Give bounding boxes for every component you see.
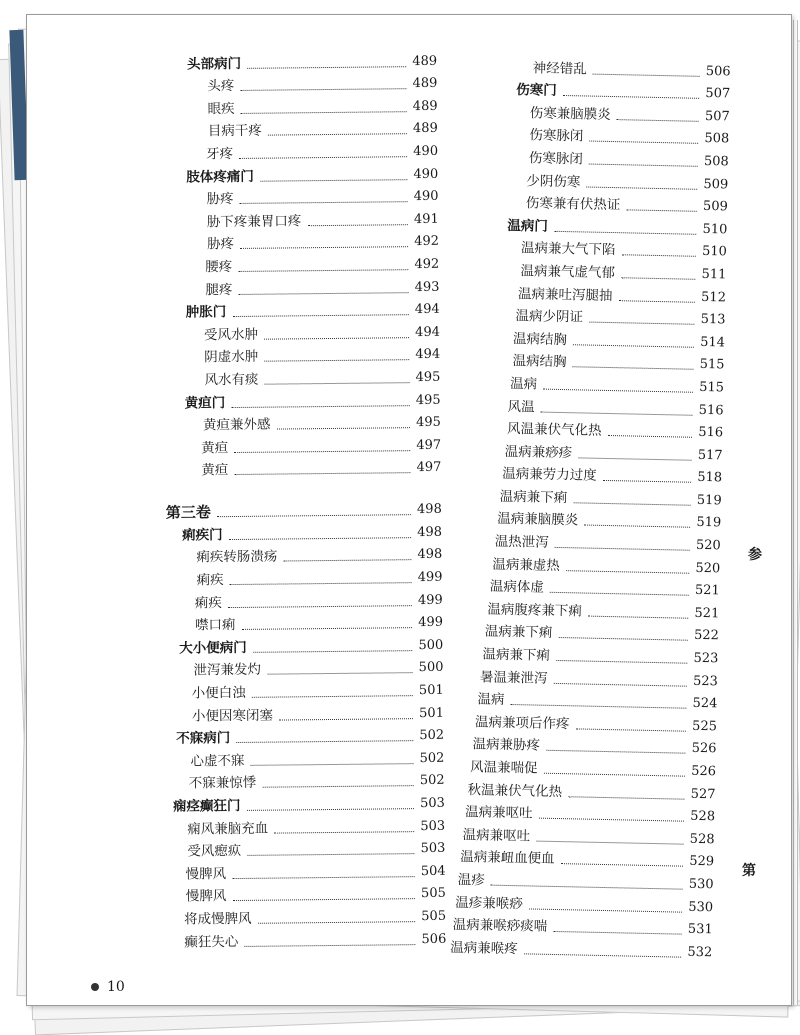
toc-entry-page: 520 (695, 537, 721, 554)
dot-leader (563, 95, 700, 99)
dot-leader (279, 718, 413, 720)
toc-entry-page: 515 (699, 379, 725, 396)
toc-entry-page: 523 (693, 650, 719, 667)
toc-entry (142, 564, 442, 590)
toc-entry-page: 511 (701, 266, 727, 283)
toc-entry-page: 493 (414, 279, 440, 295)
toc-entry (138, 138, 438, 164)
dot-leader (240, 88, 406, 91)
dot-leader (228, 605, 412, 608)
toc-entry-page: 502 (419, 728, 445, 744)
dot-leader (253, 650, 413, 653)
dot-leader (246, 808, 414, 811)
toc-entry (142, 542, 442, 568)
toc-entry-title: 胁下疼兼胃口疼 (206, 213, 302, 231)
dot-leader (556, 660, 688, 664)
dot-leader (550, 592, 689, 596)
toc-entry-page: 526 (691, 741, 717, 757)
toc-entry-title: 胁疼 (206, 236, 235, 253)
toc-entry-page: 510 (701, 244, 728, 260)
dot-leader (491, 885, 683, 890)
toc-entry-page: 504 (420, 863, 446, 879)
toc-entry-page: 500 (418, 660, 444, 676)
toc-entry-title: 慢脾风 (185, 888, 227, 905)
toc-entry-title: 痫风兼脑充血 (187, 820, 269, 838)
toc-entry-title: 温病兼呕吐 (464, 804, 533, 822)
toc-section-heading (137, 48, 437, 74)
toc-entry-title: 阴虚水肿 (204, 349, 259, 366)
dot-leader (572, 367, 693, 371)
toc-entry (144, 745, 444, 771)
toc-entry-title: 温病兼下痢 (482, 646, 551, 664)
toc-entry-page: 518 (697, 470, 723, 486)
toc-entry-title: 黄疸 (201, 439, 229, 457)
dot-leader (617, 119, 699, 122)
toc-entry-title: 风温 (507, 398, 535, 415)
dot-leader (252, 695, 413, 698)
toc-entry-title: 肿胀门 (185, 304, 227, 321)
toc-entry-page: 508 (704, 131, 730, 147)
toc-entry-page: 489 (412, 121, 438, 137)
toc-entry (140, 342, 440, 368)
dot-leader (307, 224, 408, 226)
toc-entry (450, 934, 712, 962)
toc-entry (137, 93, 437, 119)
toc-volume-heading (142, 493, 442, 522)
toc-entry-title: 温病兼痧疹 (504, 443, 573, 461)
dot-leader (244, 944, 415, 947)
toc-entry-page: 505 (421, 908, 447, 925)
toc-entry-page: 519 (696, 492, 722, 509)
dot-leader (510, 704, 686, 709)
toc-entry-page: 505 (420, 886, 446, 902)
toc-entry (144, 677, 444, 703)
toc-entry-page: 530 (688, 899, 714, 915)
toc-entry-title: 温疹兼喉痧 (455, 894, 523, 912)
toc-entry-title: 头疼 (207, 78, 235, 95)
toc-entry-page: 520 (695, 560, 721, 577)
dot-leader (240, 201, 408, 204)
dot-leader (236, 740, 413, 743)
toc-section-heading (144, 722, 444, 748)
toc-entry-page: 508 (703, 153, 729, 170)
toc-entry-page: 491 (413, 211, 439, 227)
toc-entry-page: 499 (418, 615, 444, 631)
dot-leader (241, 111, 407, 114)
toc-entry-title: 温病结胸 (512, 353, 567, 371)
dot-leader (239, 292, 409, 295)
toc-entry-title: 痢疾 (196, 572, 224, 589)
toc-entry-page: 509 (702, 199, 728, 215)
toc-entry-page: 499 (417, 569, 443, 586)
toc-page (26, 14, 792, 1006)
toc-entry-title: 腰疼 (205, 258, 233, 276)
toc-entry-title: 温病 (477, 691, 505, 709)
dot-leader (608, 435, 693, 438)
toc-entry-page: 517 (697, 447, 723, 464)
dot-leader (217, 514, 411, 517)
dot-leader (561, 863, 684, 867)
dot-leader (568, 796, 685, 799)
toc-entry-title: 温病少阴证 (515, 308, 584, 326)
toc-entry (139, 274, 439, 300)
dot-leader (603, 480, 692, 483)
toc-entry-title: 伤寒兼有伏热证 (525, 195, 621, 214)
dot-leader (234, 450, 410, 453)
toc-entry-page: 490 (413, 189, 439, 205)
toc-entry-page: 526 (691, 763, 717, 780)
toc-entry-page: 506 (421, 931, 447, 947)
toc-entry-page: 492 (414, 234, 440, 250)
dot-leader (553, 931, 682, 935)
toc-section-heading (138, 161, 438, 187)
dot-leader (250, 763, 413, 766)
toc-entry-page: 523 (692, 673, 719, 689)
toc-entry-page: 519 (696, 515, 722, 531)
toc-entry-title: 少阴伤寒 (526, 172, 581, 190)
toc-entry-page: 528 (690, 808, 716, 825)
toc-entry-title: 温病 (509, 375, 538, 393)
dot-leader (239, 156, 407, 159)
toc-entry-page: 507 (705, 86, 731, 102)
toc-entry-title: 秋温兼伏气化热 (467, 781, 563, 800)
dot-leader (276, 427, 410, 429)
toc-entry (146, 881, 446, 907)
toc-entry-title: 大小便病门 (179, 639, 247, 657)
toc-entry-title: 伤寒脉闭 (528, 150, 583, 168)
toc-entry-page: 498 (417, 547, 443, 563)
toc-entry-title: 温热泄泻 (494, 533, 549, 551)
toc-entry-page: 494 (415, 324, 441, 340)
toc-entry-page: 509 (703, 176, 729, 193)
dot-leader (247, 853, 414, 856)
dot-leader (543, 773, 685, 777)
side-char-bottom: 第 (742, 863, 756, 879)
dot-leader (573, 344, 694, 348)
toc-entry-title: 暑温兼泄泻 (479, 668, 548, 687)
dot-leader (264, 359, 409, 362)
toc-section-heading (140, 296, 440, 322)
toc-entry-page: 514 (700, 334, 726, 351)
toc-entry-page: 494 (415, 347, 441, 363)
toc-entry-title: 温病兼下痢 (484, 623, 553, 642)
toc-entry (146, 926, 446, 952)
toc-entry-page: 501 (418, 682, 444, 699)
toc-entry (139, 206, 439, 232)
toc-entry-page: 489 (412, 53, 438, 69)
toc-entry-page: 531 (687, 921, 713, 938)
dot-leader (593, 73, 700, 76)
toc-entry-page: 495 (415, 369, 441, 386)
dot-leader (264, 337, 409, 340)
toc-entry-title: 痫痉癫狂门 (172, 797, 241, 815)
toc-entry-page: 510 (702, 221, 728, 238)
dot-leader (262, 786, 414, 789)
toc-entry-page: 497 (416, 460, 442, 476)
toc-entry (144, 700, 444, 726)
dot-leader (524, 953, 682, 957)
dot-leader (267, 673, 413, 676)
toc-entry-page: 498 (417, 524, 443, 540)
toc-entry-title: 小便因寒闭塞 (191, 707, 274, 725)
toc-entry-page: 495 (415, 392, 441, 408)
dot-leader (573, 502, 691, 505)
dot-leader (578, 457, 692, 460)
toc-entry-title: 温病兼项后作疼 (474, 714, 570, 733)
dot-leader (589, 322, 695, 325)
toc-entry-title: 温病兼吐泻腿抽 (517, 285, 613, 304)
toc-entry (138, 116, 438, 142)
toc-left-column (137, 48, 446, 952)
toc-entry-page: 500 (418, 637, 444, 653)
toc-entry-page: 512 (700, 289, 727, 305)
toc-entry-title: 温病兼劳力过度 (502, 466, 597, 485)
toc-entry-page: 501 (419, 705, 445, 721)
toc-section-heading (141, 387, 441, 413)
toc-entry-page: 521 (694, 583, 720, 599)
toc-entry (145, 768, 445, 794)
toc-entry-title: 温病兼呕吐 (462, 826, 531, 845)
toc-entry-page: 494 (414, 301, 440, 318)
dot-leader (231, 405, 410, 408)
dot-leader (621, 255, 696, 258)
toc-entry-title: 温病兼脑膜炎 (497, 511, 579, 529)
toc-entry (139, 229, 439, 255)
toc-entry-title: 第三卷 (165, 503, 211, 523)
dot-leader (626, 209, 697, 211)
toc-entry-page: 532 (687, 944, 713, 961)
dot-leader (589, 141, 698, 144)
dot-leader (242, 627, 413, 630)
toc-entry-page: 515 (699, 357, 725, 373)
toc-entry-title: 受风水肿 (203, 326, 259, 344)
toc-section-heading (142, 519, 442, 545)
dot-leader (274, 831, 414, 833)
toc-entry (146, 903, 446, 929)
toc-entry-title: 温病兼喉疼 (450, 939, 518, 957)
toc-entry-title: 泄泻兼发灼 (193, 662, 262, 679)
toc-entry-page: 498 (416, 502, 442, 518)
toc-entry-page: 490 (413, 166, 439, 182)
dot-leader (618, 300, 695, 303)
dot-leader (238, 269, 408, 272)
dot-leader (555, 547, 690, 551)
toc-section-heading (143, 632, 443, 658)
toc-entry-title: 痢疾 (194, 594, 222, 612)
dot-leader (538, 818, 684, 822)
toc-entry-title: 黄疸 (201, 462, 229, 479)
dot-leader (536, 840, 684, 844)
toc-entry-title: 风温兼喘促 (469, 759, 538, 777)
toc-entry-title: 头部病门 (187, 55, 242, 73)
toc-entry-title: 不寐病门 (176, 730, 231, 747)
toc-entry (140, 319, 440, 345)
toc-entry (145, 813, 445, 839)
dot-leader (258, 921, 416, 924)
toc-entry-title: 黄疸门 (184, 394, 226, 412)
toc-entry-page: 521 (694, 605, 720, 622)
toc-entry-page: 528 (689, 831, 715, 848)
dot-leader (540, 411, 692, 415)
toc-entry (143, 609, 443, 635)
toc-entry-title: 伤寒门 (516, 82, 557, 100)
toc-entry-title: 肢体疼痛门 (186, 168, 254, 186)
toc-entry-title: 将成慢脾风 (184, 910, 252, 928)
toc-entry-page: 503 (419, 795, 445, 812)
toc-entry-title: 眼疾 (207, 100, 235, 118)
toc-entry-page: 513 (700, 312, 726, 328)
toc-entry-page: 525 (691, 718, 718, 735)
toc-entry (143, 587, 443, 613)
toc-entry-page: 529 (689, 854, 715, 870)
toc-entry-page: 516 (698, 402, 724, 418)
toc-entry-title: 温病结胸 (512, 330, 568, 348)
toc-section-heading (145, 790, 445, 816)
dot-leader (558, 637, 688, 641)
toc-entry-title: 风水有痰 (204, 371, 259, 389)
toc-entry-title: 温病兼喉痧痰喘 (452, 917, 548, 935)
toc-right-column (450, 53, 731, 962)
toc-entry (141, 432, 441, 458)
toc-entry-page: 524 (692, 696, 718, 712)
toc-entry (141, 409, 441, 435)
toc-entry-title: 癫狂失心 (184, 933, 239, 951)
dot-leader (584, 525, 690, 528)
dot-leader (543, 389, 693, 393)
dot-leader (529, 908, 683, 912)
toc-entry-page: 503 (420, 841, 446, 857)
toc-entry-title: 温病兼胁疼 (472, 736, 541, 755)
toc-entry-title: 神经错乱 (532, 59, 587, 78)
side-char-top: 参 (748, 547, 762, 563)
toc-entry-title: 温疹 (457, 871, 485, 889)
toc-entry-title: 伤寒兼脑膜炎 (529, 105, 611, 123)
toc-entry-title: 伤寒脉闭 (529, 127, 584, 145)
dot-leader (232, 899, 415, 902)
dot-leader (588, 615, 689, 618)
toc-entry-title: 温病兼衄血便血 (459, 849, 555, 868)
toc-entry-page: 502 (419, 750, 445, 766)
toc-entry-title: 黄疸兼外感 (202, 416, 271, 434)
toc-entry (140, 364, 440, 390)
toc-entry-title: 心虚不寐 (190, 752, 245, 770)
toc-entry-title: 牙疼 (206, 145, 234, 163)
dot-leader (566, 570, 690, 574)
toc-entry-title: 温病兼下痢 (499, 488, 568, 507)
dot-leader (575, 728, 686, 731)
toc-entry (141, 455, 441, 481)
toc-entry-page: 489 (412, 98, 438, 114)
dot-leader (232, 314, 409, 317)
toc-entry-title: 温病兼大气下陷 (520, 240, 616, 259)
toc-entry-title: 不寐兼惊悸 (188, 775, 257, 792)
toc-entry (143, 655, 443, 681)
toc-entry-title: 温病兼气虚气郁 (520, 263, 616, 282)
toc-entry-page: 522 (693, 628, 719, 644)
dot-leader (240, 247, 408, 250)
dot-leader (589, 164, 698, 167)
toc-entry-title: 受风瘛疭 (187, 843, 242, 860)
toc-entry-page: 495 (416, 414, 441, 431)
dot-leader (621, 277, 696, 280)
toc-entry-page: 503 (420, 818, 446, 834)
toc-entry-title: 痢疾门 (181, 527, 223, 544)
dot-leader (229, 537, 412, 540)
dot-leader (230, 582, 412, 585)
dot-leader (546, 750, 686, 754)
toc-entry-title: 噤口痢 (194, 617, 236, 634)
toc-entry (137, 70, 437, 96)
toc-entry-page: 490 (413, 143, 439, 160)
dot-leader (268, 134, 407, 136)
dot-leader (232, 876, 415, 879)
toc-entry-page: 489 (412, 76, 438, 92)
dot-leader (260, 179, 408, 182)
toc-entry-page: 530 (688, 876, 714, 893)
toc-entry-title: 腿疼 (205, 281, 233, 298)
toc-entry-page: 492 (414, 256, 440, 273)
toc-entry-title: 慢脾风 (185, 865, 227, 883)
toc-entry-title: 温病体虚 (489, 578, 544, 596)
dot-leader (283, 560, 411, 562)
toc-entry (139, 251, 439, 277)
toc-entry-page: 499 (417, 592, 443, 608)
toc-entry-title: 温病门 (507, 217, 549, 235)
toc-entry-title: 目病干疼 (207, 123, 262, 140)
dot-leader (554, 231, 697, 235)
page-number: 10 (91, 979, 125, 995)
toc-entry-page: 497 (416, 437, 442, 453)
toc-entry-page: 506 (705, 63, 731, 80)
toc-entry-page: 507 (704, 108, 730, 125)
toc-entry-title: 风温兼伏气化热 (506, 420, 602, 439)
toc-entry-page: 516 (698, 424, 724, 441)
bullet-icon (91, 983, 99, 991)
toc-entry-title: 胁疼 (206, 191, 234, 208)
toc-entry (145, 835, 445, 861)
toc-entry (138, 183, 438, 209)
toc-entry-page: 527 (690, 786, 716, 802)
toc-entry (145, 858, 445, 884)
dot-leader (586, 186, 697, 189)
toc-entry-title: 温病兼虚热 (492, 556, 560, 574)
toc-entry-title: 小便白浊 (191, 684, 246, 702)
toc-entry-title: 痢疾转肠溃疡 (196, 549, 278, 566)
dot-leader (247, 66, 406, 69)
dot-leader (264, 382, 409, 385)
dot-leader (234, 472, 410, 475)
toc-entry-title: 温病腹疼兼下痢 (487, 601, 582, 620)
dot-leader (553, 683, 687, 687)
toc-entry-page: 502 (419, 773, 445, 789)
